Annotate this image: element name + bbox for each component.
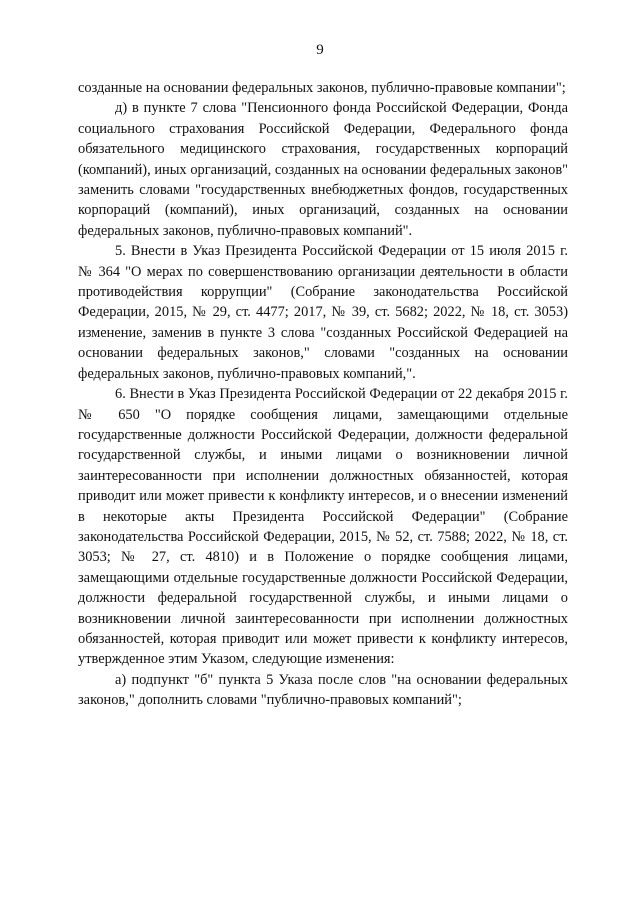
paragraph-item-5: 5. Внести в Указ Президента Российской Федерации от 15 июля 2015 г. № 364 "О мерах по совершенствованию организации деятельности в области противодействия коррупции" (Собрание законодательства Российской Федерации, 2015, № 29, ст. 4477; 2017, № 39, ст. 5682; 2022, № 18, ст. 3053) изменение, заменив в пункте 3 слова "созданных Российской Федерацией на основании федеральных законов," словами "созданных на основании федеральных законов, публично-правовых компаний,". [78,243,568,382]
paragraph-item-a: а) подпункт "б" пункта 5 Указа после слов "на основании федеральных законов," дополнить словами "публично-правовых компаний"; [78,671,568,709]
paragraph-item-d: д) в пункте 7 слова "Пенсионного фонда Российской Федерации, Фонда социального страхования Российской Федерации, Федерального фонда обязательного медицинского страхования, государственных корпораций (компаний), иных организаций, созданных на основании федеральных законов" заменить словами "государственных внебюджетных фондов, государственных корпораций (компаний), иных организаций, созданных на основании федеральных законов, публично-правовых компаний". [78,100,568,239]
page-number: 9 [316,42,324,58]
document-body [78,78,568,711]
paragraph-continuation: созданные на основании федеральных законов, публично-правовые компании"; [78,80,566,96]
paragraph-item-6: 6. Внести в Указ Президента Российской Федерации от 22 декабря 2015 г. № 650 "О порядке сообщения лицами, замещающими отдельные государственные должности Российской Федерации, должности федеральной государственной службы, и иными лицами о возникновении личной заинтересованности при исполнении должностных обязанностей, которая приводит или может привести к конфликту интересов, и о внесении изменений в некоторые акты Президента Российской Федерации" (Собрание законодательства Российской Федерации, 2015, № 52, ст. 7588; 2022, № 18, ст. 3053; № 27, ст. 4810) и в Положение о порядке сообщения лицами, замещающими отдельные государственные должности Российской Федерации, должности федеральной государственной службы, и иными лицами о возникновении личной заинтересованности при исполнении должностных обязанностей, которая приводит или может привести к конфликту интересов, утвержденное этим Указом, следующие изменения: [78,386,568,668]
